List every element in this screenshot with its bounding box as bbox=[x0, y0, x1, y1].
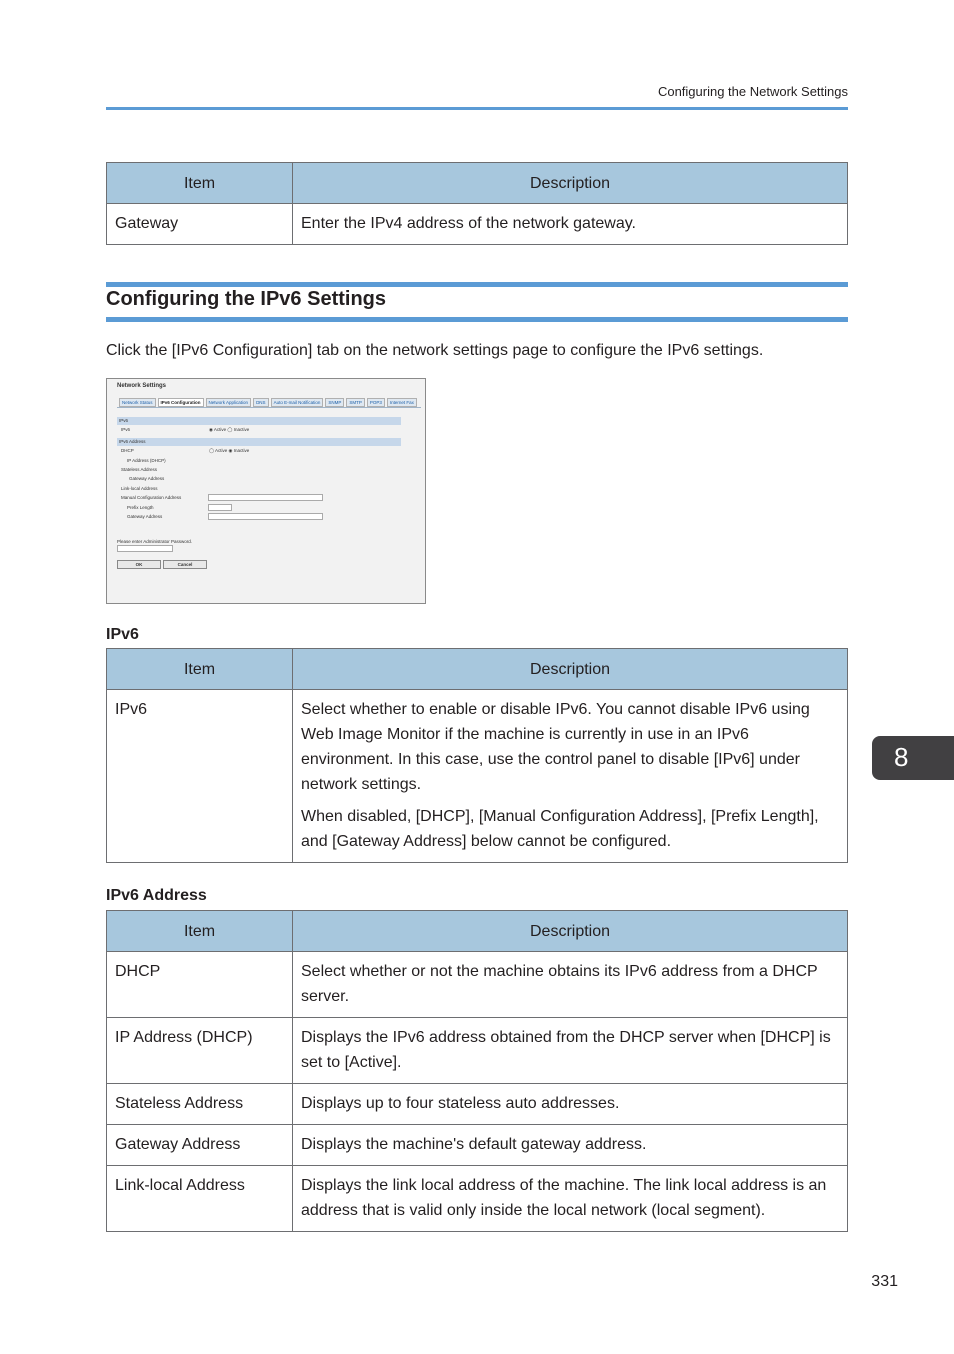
tab-smtp: SMTP bbox=[346, 398, 365, 407]
screenshot-tab-bar bbox=[119, 398, 417, 407]
table-cell-item: Stateless Address bbox=[107, 1084, 293, 1125]
prefix-length-row-label: Prefix Length bbox=[127, 505, 154, 510]
table-cell-item: Gateway Address bbox=[107, 1125, 293, 1166]
prefix-length-field bbox=[208, 504, 232, 511]
ipv6-address-section-bar: IPv6 Address bbox=[117, 438, 401, 446]
table-cell-description: Enter the IPv4 address of the network gateway. bbox=[293, 204, 848, 245]
ip-address-dhcp-row-label: IP Address (DHCP) bbox=[127, 458, 166, 463]
gateway-address-field bbox=[208, 513, 323, 520]
ipv6-address-subheading: IPv6 Address bbox=[106, 887, 207, 904]
table-row bbox=[107, 690, 848, 863]
ipv6-address-table bbox=[106, 910, 848, 1232]
tab-network-application: Network Application bbox=[206, 398, 252, 407]
chapter-number: 8 bbox=[894, 742, 909, 772]
ipv6-row-label: IPv6 bbox=[121, 427, 131, 432]
table-header-row bbox=[107, 911, 848, 952]
table-cell-description: Displays the IPv6 address obtained from the DHCP server when [DHCP] is set to [Active]. bbox=[293, 1018, 848, 1084]
manual-configuration-address-field bbox=[208, 494, 323, 501]
gateway-row-label: Gateway Address bbox=[127, 514, 163, 519]
dhcp-radio-group: ◯ Active ◉ Inactive bbox=[209, 448, 250, 453]
gateway-table bbox=[106, 162, 848, 245]
tab-network-status: Network Status bbox=[119, 398, 156, 407]
table-row bbox=[107, 1018, 848, 1084]
link-local-address-row-label: Link-local Address bbox=[121, 486, 158, 491]
tab-snmp: SNMP bbox=[325, 398, 344, 407]
table-cell-description: Displays the link local address of the machine. The link local address is an address that is valid only inside the local network (local segment). bbox=[293, 1166, 848, 1232]
table-cell-description bbox=[293, 690, 848, 863]
tab-underline bbox=[117, 407, 421, 408]
table-cell-item: DHCP bbox=[107, 952, 293, 1018]
table-row bbox=[107, 952, 848, 1018]
column-header-description: Description bbox=[293, 911, 848, 952]
page-number: 331 bbox=[871, 1273, 898, 1290]
tab-pop3: POP3 bbox=[367, 398, 385, 407]
tab-dns: DNS bbox=[253, 398, 269, 407]
table-row bbox=[107, 204, 848, 245]
section-rule-bottom bbox=[106, 317, 848, 322]
table-cell-description: Displays up to four stateless auto addresses. bbox=[293, 1084, 848, 1125]
gateway-address-row-label: Gateway Address bbox=[129, 476, 165, 481]
tab-internet-fax: Internet Fax bbox=[387, 398, 417, 407]
ipv6-table bbox=[106, 648, 848, 863]
table-cell-item: IP Address (DHCP) bbox=[107, 1018, 293, 1084]
description-paragraph: When disabled, [DHCP], [Manual Configuration Address], [Prefix Length], and [Gateway Address] below cannot be configured. bbox=[301, 808, 819, 850]
column-header-description: Description bbox=[293, 649, 848, 690]
running-header: Configuring the Network Settings bbox=[657, 84, 848, 99]
password-label: Please enter Administrator Password. bbox=[117, 539, 193, 544]
manual-configuration-row-label: Manual Configuration Address bbox=[121, 495, 182, 500]
section-title: Configuring the IPv6 Settings bbox=[106, 288, 387, 310]
table-header-row bbox=[107, 163, 848, 204]
table-cell-item: Link-local Address bbox=[107, 1166, 293, 1232]
dhcp-row-label: DHCP bbox=[121, 448, 134, 453]
table-cell-description: Select whether or not the machine obtains its IPv6 address from a DHCP server. bbox=[293, 952, 848, 1018]
cancel-button: Cancel bbox=[163, 560, 207, 569]
table-header-row bbox=[107, 649, 848, 690]
tab-ipv6-configuration: IPv6 Configuration bbox=[158, 398, 204, 407]
tab-auto-email-notification: Auto E-mail Notification bbox=[271, 398, 324, 407]
table-row bbox=[107, 1166, 848, 1232]
description-paragraph: Select whether to enable or disable IPv6. You cannot disable IPv6 using Web Image Monitor if the machine is currently in use in an IPv6 environment. In this case, use the control panel to disable [IPv6] under network settings. bbox=[301, 701, 810, 793]
password-field bbox=[117, 545, 173, 552]
table-cell-description: Displays the machine's default gateway address. bbox=[293, 1125, 848, 1166]
ipv6-radio-group: ◉ Active ◯ Inactive bbox=[209, 427, 250, 432]
ipv6-section-bar: IPv6 bbox=[117, 417, 401, 425]
ok-button: OK bbox=[117, 560, 161, 569]
table-row bbox=[107, 1084, 848, 1125]
ipv6-subheading: IPv6 bbox=[106, 626, 139, 643]
column-header-item: Item bbox=[107, 911, 293, 952]
screenshot-title: Network Settings bbox=[117, 383, 167, 389]
column-header-description: Description bbox=[293, 163, 848, 204]
header-rule bbox=[106, 107, 848, 110]
table-row bbox=[107, 1125, 848, 1166]
chapter-tab bbox=[872, 736, 954, 780]
ipv6-configuration-screenshot bbox=[106, 378, 426, 604]
column-header-item: Item bbox=[107, 163, 293, 204]
column-header-item: Item bbox=[107, 649, 293, 690]
table-cell-item: IPv6 bbox=[107, 690, 293, 863]
table-cell-item: Gateway bbox=[107, 204, 293, 245]
intro-paragraph: Click the [IPv6 Configuration] tab on the network settings page to configure the IPv6 settings. bbox=[106, 342, 764, 359]
section-rule-top bbox=[106, 282, 848, 287]
stateless-address-row-label: Stateless Address bbox=[121, 467, 158, 472]
